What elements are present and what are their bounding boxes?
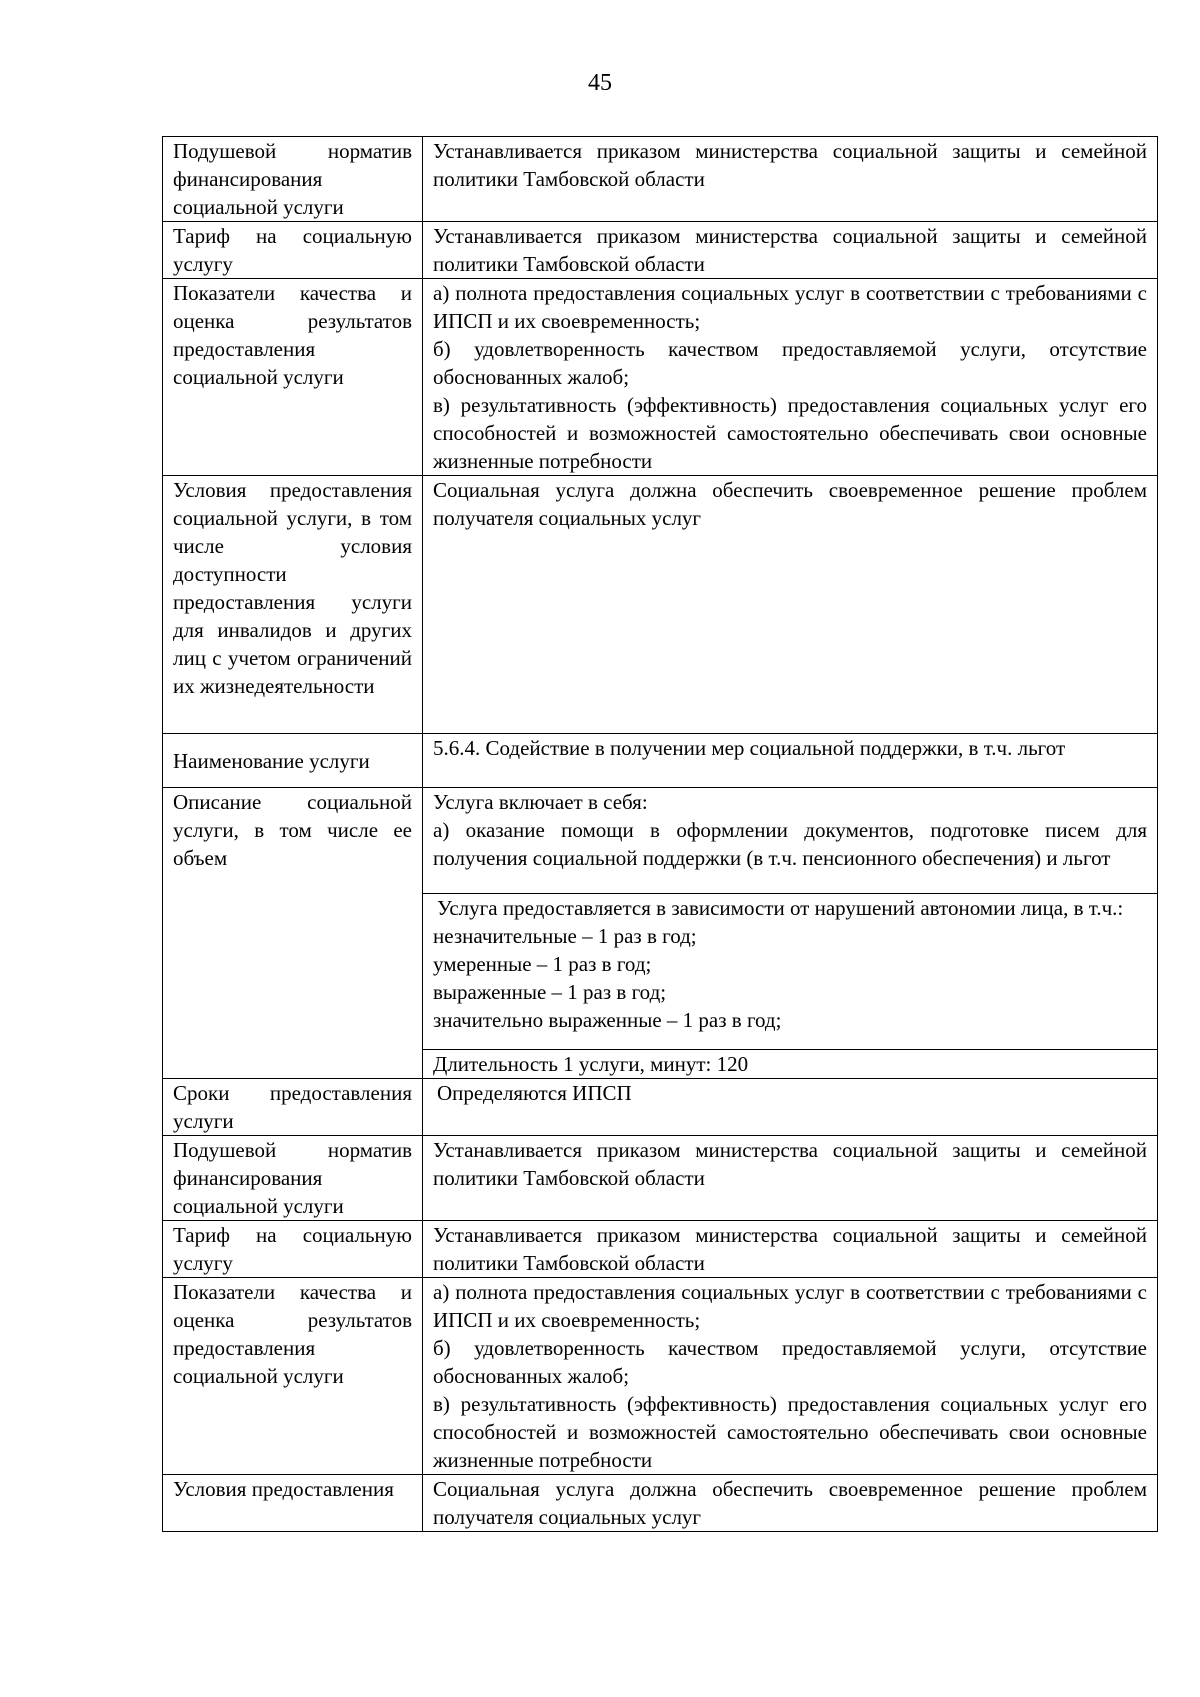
row-label-per-capita-norm-2: Подушевой норматив финансирования социальной услуги [163,1136,423,1221]
table-row [163,788,1158,894]
row-label-conditions-2: Условия предоставления [163,1475,423,1532]
row-content-service-name: 5.6.4. Содействие в получении мер социальной поддержки, в т.ч. льгот [423,734,1158,788]
table-row [163,279,1158,476]
service-table [162,136,1158,1532]
table-row [163,1136,1158,1221]
row-content-description-part-1: Услуга включает в себя: а) оказание помощи в оформлении документов, подготовке писем для получения социальной поддержки (в т.ч. пенсионного обеспечения) и льгот [423,788,1158,894]
row-content-description-part-3: Длительность 1 услуги, минут: 120 [423,1050,1158,1079]
row-content-tariff-2: Устанавливается приказом министерства социальной защиты и семейной политики Тамбовской области [423,1221,1158,1278]
table-row [163,1278,1158,1475]
table-row [163,734,1158,788]
table-row [163,222,1158,279]
row-label-quality-indicators: Показатели качества и оценка результатов предоставления социальной услуги [163,279,423,476]
row-content-description-part-2: Услуга предоставляется в зависимости от нарушений автономии лица, в т.ч.: незначительные – 1 раз в год; умеренные – 1 раз в год; выраженные – 1 раз в год; значительно выраженные – 1 раз в год; [423,894,1158,1050]
row-label-per-capita-norm: Подушевой норматив финансирования социальной услуги [163,137,423,222]
row-content-per-capita-norm: Устанавливается приказом министерства социальной защиты и семейной политики Тамбовской области [423,137,1158,222]
row-content-per-capita-norm-2: Устанавливается приказом министерства социальной защиты и семейной политики Тамбовской области [423,1136,1158,1221]
table-row [163,1079,1158,1136]
row-label-tariff-2: Тариф на социальную услугу [163,1221,423,1278]
row-content-quality-indicators: а) полнота предоставления социальных услуг в соответствии с требованиями с ИПСП и их своевременность; б) удовлетворенность качеством предоставляемой услуги, отсутствие обоснованных жалоб; в) результативность (эффективность) предоставления социальных услуг его способностей и возможностей самостоятельно обеспечивать свои основные жизненные потребности [423,279,1158,476]
table-row [163,476,1158,734]
row-content-conditions-2: Социальная услуга должна обеспечить своевременное решение проблем получателя социальных услуг [423,1475,1158,1532]
row-content-quality-indicators-2: а) полнота предоставления социальных услуг в соответствии с требованиями с ИПСП и их своевременность; б) удовлетворенность качеством предоставляемой услуги, отсутствие обоснованных жалоб; в) результативность (эффективность) предоставления социальных услуг его способностей и возможностей самостоятельно обеспечивать свои основные жизненные потребности [423,1278,1158,1475]
row-content-tariff: Устанавливается приказом министерства социальной защиты и семейной политики Тамбовской области [423,222,1158,279]
page-number: 45 [588,70,612,96]
table-row [163,1475,1158,1532]
row-content-terms: Определяются ИПСП [423,1079,1158,1136]
row-label-quality-indicators-2: Показатели качества и оценка результатов предоставления социальной услуги [163,1278,423,1475]
row-label-conditions: Условия предоставления социальной услуги, в том числе условия доступности предоставления услуги для инвалидов и других лиц с учетом ограничений их жизнедеятельности [163,476,423,734]
row-label-service-name: Наименование услуги [163,734,423,788]
row-content-conditions: Социальная услуга должна обеспечить своевременное решение проблем получателя социальных услуг [423,476,1158,734]
row-label-description: Описание социальной услуги, в том числе ее объем [163,788,423,1079]
table-row [163,1221,1158,1278]
table-row [163,137,1158,222]
row-label-tariff: Тариф на социальную услугу [163,222,423,279]
row-label-terms: Сроки предоставления услуги [163,1079,423,1136]
